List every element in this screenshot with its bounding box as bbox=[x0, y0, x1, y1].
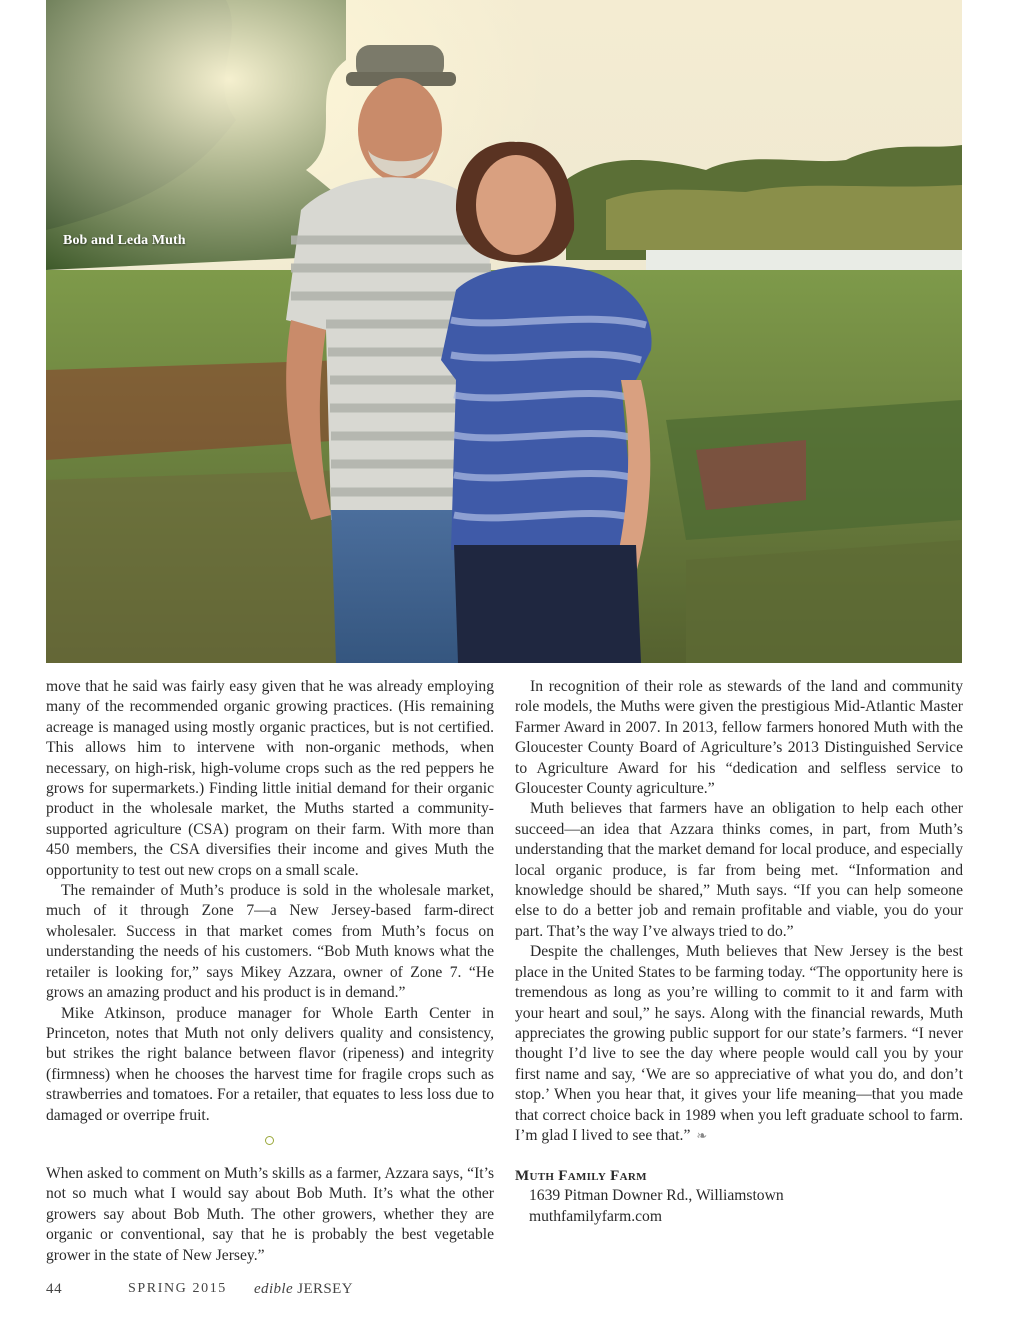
feature-photo bbox=[46, 0, 962, 663]
left-column bbox=[46, 677, 494, 1126]
body-paragraph: move that he said was fairly easy given that he was already employing many of the recommended organic growing practices. (His remaining acreage is managed using mostly organic practices, but is not certified. This allows him to intervene with non-organic methods, when necessary, on high-risk, high-volume crops such as the red peppers he grows for supermarkets.) Finding little initial demand for their organic product in the wholesale market, the Muths started a community-supported agriculture (CSA) program on their farm. With more than 450 members, the CSA diversifies their income and gives Muth the opportunity to test out new crops on a small scale. bbox=[46, 678, 494, 879]
farm-address: 1639 Pitman Downer Rd., Williamstown bbox=[529, 1187, 784, 1205]
body-paragraph: Mike Atkinson, produce manager for Whole Earth Center in Princeton, notes that Muth not only delivers quality and consistency, but strikes the right balance between flavor (ripeness) and integrity (firmness) when he chooses the harvest time for fragile crops such as strawberries and tomatoes. For a retailer, that equates to less loss due to damaged or overripe fruit. bbox=[46, 1004, 494, 1124]
left-column-continued bbox=[46, 1164, 494, 1266]
photo-caption: Bob and Leda Muth bbox=[63, 233, 186, 248]
farm-name: Muth Family Farm bbox=[515, 1168, 647, 1184]
farm-info bbox=[515, 1166, 784, 1227]
body-paragraph: The remainder of Muth’s produce is sold in the wholesale market, much of it through Zone 7—a New Jersey-based farm-direct wholesaler. Success in that market comes from Muth’s focus on understanding the needs of his customers. “Bob Muth knows what the retailer is looking for,” says Mikey Azzara, owner of Zone 7. “He grows an amazing product and his product is in demand.” bbox=[46, 882, 494, 1002]
end-mark-icon: ❧ bbox=[696, 1127, 708, 1143]
body-paragraph: In recognition of their role as stewards of the land and community role models, the Muths were given the prestigious Mid-Atlantic Master Farmer Award in 2007. In 2013, fellow farmers honored Muth with the Gloucester County Board of Agriculture’s 2013 Distinguished Service to Agriculture Award for his “dedication and selfless service to Gloucester County agriculture.” bbox=[515, 678, 963, 798]
body-paragraph: Muth believes that farmers have an obligation to help each other succeed—an idea that Azzara thinks comes, in part, from Muth’s understanding that the market demand for local produce, and especially local organic produce, is far from being met. “Information and knowledge should be shared,” Muth says. “If you can help someone else to do a better job and remain profitable and viable, you do your part. That’s the way I’ve always tried to do.” bbox=[515, 800, 963, 940]
issue-season: SPRING 2015 bbox=[128, 1281, 227, 1296]
section-divider-icon bbox=[265, 1136, 274, 1145]
page-number: 44 bbox=[46, 1281, 63, 1297]
body-paragraph-text: Despite the challenges, Muth believes that New Jersey is the best place in the United States to be farming today. “The opportunity here is tremendous as long as you’re willing to commit to it and farm with your heart and soul,” he says. Along with the financial rewards, Muth appreciates the growing public support for our state’s farmers. “I never thought I’d live to see the day where people would call you by your first name and say, ‘We are so appreciative of what you do, and don’t stop.’ When you hear that, it gives your life meaning—that you made that correct choice back in 1989 when you left graduate school to farm. I’m glad I lived to see that.” bbox=[515, 943, 963, 1144]
body-paragraph bbox=[515, 942, 963, 1146]
right-column bbox=[515, 677, 963, 1146]
body-paragraph: When asked to comment on Muth’s skills as a farmer, Azzara says, “It’s not so much what I would say about Bob Muth. It’s what the other growers say about Bob Muth. The other growers, whether they are organic or conventional, say that he is probably the best vegetable grower in the state of New Jersey.” bbox=[46, 1165, 495, 1264]
magazine-name-italic: edible bbox=[254, 1281, 294, 1297]
farm-website[interactable]: muthfamilyfarm.com bbox=[529, 1207, 662, 1225]
magazine-name bbox=[254, 1281, 353, 1298]
magazine-name-main: JERSEY bbox=[297, 1281, 353, 1297]
